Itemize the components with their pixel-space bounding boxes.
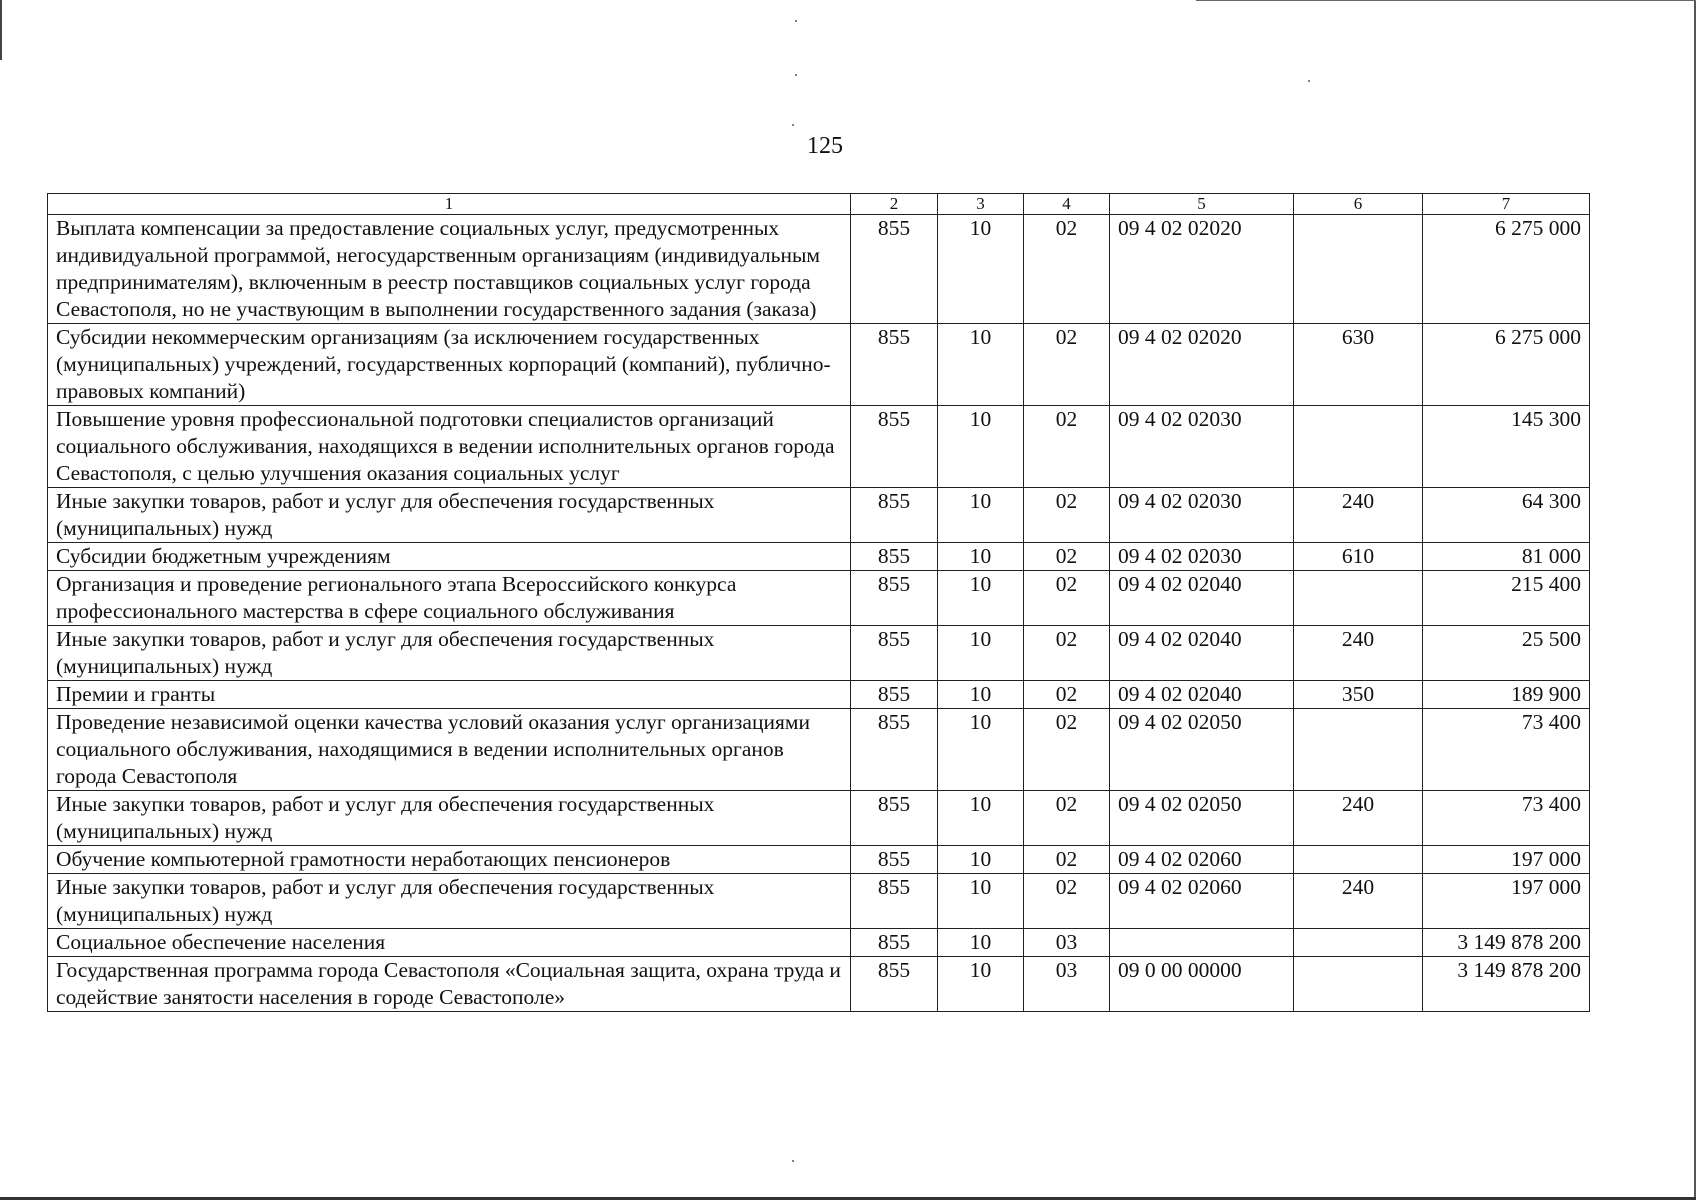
amount: 145 300 bbox=[1423, 406, 1590, 488]
ministry-code: 855 bbox=[851, 571, 938, 626]
scan-speck bbox=[795, 74, 797, 76]
table-row bbox=[48, 681, 1590, 709]
subsection-code: 02 bbox=[1024, 406, 1110, 488]
ministry-code: 855 bbox=[851, 406, 938, 488]
expense-type-code bbox=[1294, 406, 1423, 488]
page-number: 125 bbox=[807, 133, 843, 159]
table-row bbox=[48, 406, 1590, 488]
subsection-code: 02 bbox=[1024, 543, 1110, 571]
subsection-code: 02 bbox=[1024, 215, 1110, 324]
target-article-code: 09 4 02 02060 bbox=[1110, 874, 1294, 929]
budget-table bbox=[47, 193, 1590, 1012]
ministry-code: 855 bbox=[851, 957, 938, 1012]
subsection-code: 02 bbox=[1024, 846, 1110, 874]
item-name: Выплата компенсации за предоставление социальных услуг, предусмотренных индивидуальной программой, негосударственным организациям (индивидуальным предпринимателям), включенным в реестр поставщиков социальных услуг города Севастополя, но не участвующим в выполнении государственного задания (заказа) bbox=[48, 215, 851, 324]
ministry-code: 855 bbox=[851, 791, 938, 846]
amount: 73 400 bbox=[1423, 709, 1590, 791]
table-row bbox=[48, 791, 1590, 846]
target-article-code: 09 4 02 02050 bbox=[1110, 709, 1294, 791]
item-name: Субсидии некоммерческим организациям (за исключением государственных (муниципальных) учреждений, государственных корпораций (компаний), публично-правовых компаний) bbox=[48, 324, 851, 406]
column-header: 3 bbox=[938, 194, 1024, 215]
table-row bbox=[48, 709, 1590, 791]
expense-type-code bbox=[1294, 929, 1423, 957]
item-name: Проведение независимой оценки качества условий оказания услуг организациями социального обслуживания, находящимися в ведении исполнительных органов города Севастополя bbox=[48, 709, 851, 791]
target-article-code: 09 4 02 02030 bbox=[1110, 543, 1294, 571]
expense-type-code bbox=[1294, 571, 1423, 626]
section-code: 10 bbox=[938, 571, 1024, 626]
item-name: Иные закупки товаров, работ и услуг для обеспечения государственных (муниципальных) нужд bbox=[48, 791, 851, 846]
table-row bbox=[48, 846, 1590, 874]
section-code: 10 bbox=[938, 681, 1024, 709]
column-number-row bbox=[48, 194, 1590, 215]
item-name: Иные закупки товаров, работ и услуг для обеспечения государственных (муниципальных) нужд bbox=[48, 626, 851, 681]
section-code: 10 bbox=[938, 488, 1024, 543]
expense-type-code: 240 bbox=[1294, 626, 1423, 681]
item-name: Субсидии бюджетным учреждениям bbox=[48, 543, 851, 571]
table-row bbox=[48, 571, 1590, 626]
ministry-code: 855 bbox=[851, 846, 938, 874]
section-code: 10 bbox=[938, 846, 1024, 874]
ministry-code: 855 bbox=[851, 488, 938, 543]
item-name: Иные закупки товаров, работ и услуг для обеспечения государственных (муниципальных) нужд bbox=[48, 488, 851, 543]
amount: 6 275 000 bbox=[1423, 215, 1590, 324]
item-name: Иные закупки товаров, работ и услуг для обеспечения государственных (муниципальных) нужд bbox=[48, 874, 851, 929]
expense-type-code bbox=[1294, 846, 1423, 874]
section-code: 10 bbox=[938, 709, 1024, 791]
section-code: 10 bbox=[938, 215, 1024, 324]
amount: 25 500 bbox=[1423, 626, 1590, 681]
column-header: 7 bbox=[1423, 194, 1590, 215]
subsection-code: 02 bbox=[1024, 626, 1110, 681]
expense-type-code bbox=[1294, 215, 1423, 324]
column-header: 6 bbox=[1294, 194, 1423, 215]
section-code: 10 bbox=[938, 324, 1024, 406]
subsection-code: 02 bbox=[1024, 874, 1110, 929]
ministry-code: 855 bbox=[851, 709, 938, 791]
scan-edge-left bbox=[0, 0, 2, 60]
item-name: Социальное обеспечение населения bbox=[48, 929, 851, 957]
scan-edge-top bbox=[1196, 0, 1696, 1]
column-header: 1 bbox=[48, 194, 851, 215]
item-name: Обучение компьютерной грамотности неработающих пенсионеров bbox=[48, 846, 851, 874]
scan-speck bbox=[795, 20, 797, 22]
amount: 6 275 000 bbox=[1423, 324, 1590, 406]
amount: 73 400 bbox=[1423, 791, 1590, 846]
amount: 197 000 bbox=[1423, 846, 1590, 874]
target-article-code: 09 4 02 02030 bbox=[1110, 488, 1294, 543]
table-row bbox=[48, 488, 1590, 543]
expense-type-code bbox=[1294, 709, 1423, 791]
expense-type-code: 630 bbox=[1294, 324, 1423, 406]
ministry-code: 855 bbox=[851, 626, 938, 681]
ministry-code: 855 bbox=[851, 929, 938, 957]
target-article-code: 09 4 02 02020 bbox=[1110, 324, 1294, 406]
expense-type-code: 240 bbox=[1294, 791, 1423, 846]
scan-speck bbox=[1308, 80, 1310, 82]
table-row bbox=[48, 543, 1590, 571]
amount: 3 149 878 200 bbox=[1423, 957, 1590, 1012]
scan-speck bbox=[792, 124, 794, 126]
target-article-code: 09 4 02 02040 bbox=[1110, 571, 1294, 626]
target-article-code: 09 4 02 02030 bbox=[1110, 406, 1294, 488]
subsection-code: 02 bbox=[1024, 488, 1110, 543]
table-row bbox=[48, 215, 1590, 324]
target-article-code: 09 4 02 02050 bbox=[1110, 791, 1294, 846]
table-row bbox=[48, 874, 1590, 929]
target-article-code: 09 4 02 02020 bbox=[1110, 215, 1294, 324]
ministry-code: 855 bbox=[851, 681, 938, 709]
item-name: Организация и проведение регионального этапа Всероссийского конкурса профессионального мастерства в сфере социального обслуживания bbox=[48, 571, 851, 626]
table-row bbox=[48, 929, 1590, 957]
amount: 197 000 bbox=[1423, 874, 1590, 929]
column-header: 2 bbox=[851, 194, 938, 215]
section-code: 10 bbox=[938, 406, 1024, 488]
target-article-code: 09 0 00 00000 bbox=[1110, 957, 1294, 1012]
amount: 81 000 bbox=[1423, 543, 1590, 571]
table-row bbox=[48, 324, 1590, 406]
target-article-code bbox=[1110, 929, 1294, 957]
section-code: 10 bbox=[938, 874, 1024, 929]
subsection-code: 02 bbox=[1024, 791, 1110, 846]
expense-type-code bbox=[1294, 957, 1423, 1012]
amount: 3 149 878 200 bbox=[1423, 929, 1590, 957]
ministry-code: 855 bbox=[851, 215, 938, 324]
expense-type-code: 350 bbox=[1294, 681, 1423, 709]
ministry-code: 855 bbox=[851, 543, 938, 571]
section-code: 10 bbox=[938, 543, 1024, 571]
target-article-code: 09 4 02 02040 bbox=[1110, 681, 1294, 709]
target-article-code: 09 4 02 02060 bbox=[1110, 846, 1294, 874]
amount: 64 300 bbox=[1423, 488, 1590, 543]
subsection-code: 02 bbox=[1024, 324, 1110, 406]
amount: 215 400 bbox=[1423, 571, 1590, 626]
subsection-code: 02 bbox=[1024, 571, 1110, 626]
expense-type-code: 240 bbox=[1294, 488, 1423, 543]
section-code: 10 bbox=[938, 626, 1024, 681]
item-name: Премии и гранты bbox=[48, 681, 851, 709]
ministry-code: 855 bbox=[851, 324, 938, 406]
scan-speck bbox=[792, 1160, 794, 1162]
table-row bbox=[48, 626, 1590, 681]
subsection-code: 03 bbox=[1024, 957, 1110, 1012]
subsection-code: 03 bbox=[1024, 929, 1110, 957]
ministry-code: 855 bbox=[851, 874, 938, 929]
item-name: Повышение уровня профессиональной подготовки специалистов организаций социального обслуживания, находящихся в ведении исполнительных органов города Севастополя, с целью улучшения оказания социальных услуг bbox=[48, 406, 851, 488]
section-code: 10 bbox=[938, 929, 1024, 957]
expense-type-code: 610 bbox=[1294, 543, 1423, 571]
target-article-code: 09 4 02 02040 bbox=[1110, 626, 1294, 681]
column-header: 5 bbox=[1110, 194, 1294, 215]
table-row bbox=[48, 957, 1590, 1012]
item-name: Государственная программа города Севастополя «Социальная защита, охрана труда и содействие занятости населения в городе Севастополе» bbox=[48, 957, 851, 1012]
amount: 189 900 bbox=[1423, 681, 1590, 709]
section-code: 10 bbox=[938, 791, 1024, 846]
section-code: 10 bbox=[938, 957, 1024, 1012]
expense-type-code: 240 bbox=[1294, 874, 1423, 929]
subsection-code: 02 bbox=[1024, 681, 1110, 709]
subsection-code: 02 bbox=[1024, 709, 1110, 791]
column-header: 4 bbox=[1024, 194, 1110, 215]
